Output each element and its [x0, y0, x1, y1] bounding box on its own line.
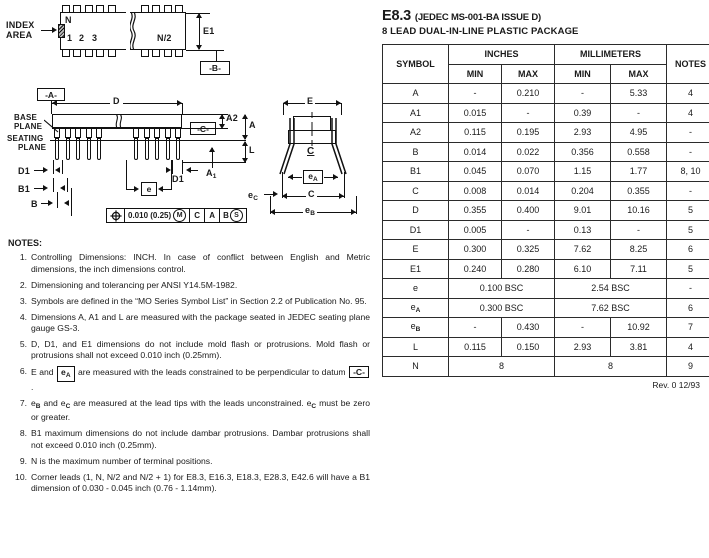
table-group-header-row [383, 45, 709, 65]
dimension-e1-label: E1 [203, 26, 215, 36]
e-pitch-line-right [162, 189, 171, 190]
d1-left-arrow-icon [43, 167, 48, 173]
dimension-e-pitch-box [141, 182, 157, 196]
cell-inches-min: 0.015 [449, 103, 502, 123]
feature-control-frame [106, 208, 247, 223]
dimension-b1-label: B1 [18, 184, 30, 194]
cell-notes: 5 [667, 259, 709, 279]
cell-inches-max: 0.280 [502, 259, 555, 279]
cell-notes: 7 [667, 318, 709, 338]
header-inches-min: MIN [449, 64, 502, 84]
cell-inches-max: 0.022 [502, 142, 555, 162]
notes-list [8, 252, 370, 494]
cell-symbol: B [383, 142, 449, 162]
dimension-table [382, 44, 709, 377]
ec-arrow-icon [273, 191, 278, 197]
note-item [8, 296, 370, 307]
cell-symbol: E1 [383, 259, 449, 279]
note-item [8, 252, 370, 275]
table-row [383, 357, 709, 377]
cell-mm-span: 8 [555, 357, 667, 377]
cell-symbol: B1 [383, 162, 449, 182]
cell-mm-max: 0.558 [611, 142, 667, 162]
cell-inches-max: 0.150 [502, 337, 555, 357]
break-line-top-view [126, 12, 138, 50]
cell-symbol: A2 [383, 123, 449, 143]
rfs-modifier-icon: S [230, 209, 243, 222]
notes-section [8, 238, 370, 499]
seating-plane-line [50, 140, 182, 141]
eb-ext-left [270, 196, 271, 214]
cell-mm-min: 7.62 [555, 240, 611, 260]
a1-arrow-up-icon [209, 147, 215, 152]
note-item [8, 472, 370, 495]
top-pins-left [62, 5, 116, 12]
package-spec-panel [382, 8, 707, 390]
table-row [383, 337, 709, 357]
a2-arrow-down-icon [219, 124, 225, 129]
tolerance-value: 0.010 (0.25) [128, 211, 172, 220]
b1-arrow-in-icon [60, 185, 65, 191]
note-item [8, 398, 370, 424]
note-number: 5. [19, 338, 27, 349]
cell-inches-min: 0.300 [449, 240, 502, 260]
cell-notes: 4 [667, 103, 709, 123]
subscript-symbol: $e_C$ [60, 398, 71, 411]
b-ext-2 [71, 188, 72, 216]
note-item [8, 428, 370, 451]
note-number: 9. [19, 455, 27, 466]
e-pitch-ext-1 [126, 160, 127, 190]
cell-inches-min: 0.014 [449, 142, 502, 162]
cell-mm-span: 2.54 BSC [555, 279, 667, 299]
package-subtitle: 8 LEAD DUAL-IN-LINE PLASTIC PACKAGE [382, 26, 579, 37]
cell-mm-min: 0.39 [555, 103, 611, 123]
cell-symbol: D1 [383, 220, 449, 240]
mmc-modifier-icon: M [173, 209, 186, 222]
cell-mm-max: 10.92 [611, 318, 667, 338]
header-mm-min: MIN [555, 64, 611, 84]
d1-left-ext-1 [53, 160, 54, 174]
cell-inches-min: 0.240 [449, 259, 502, 279]
e-ext-left [283, 103, 284, 115]
note-text: Corner leads (1, N, N/2 and N/2 + 1) for E8.3, E16.3, E18.3, E28.3, E42.6 will have a B1 dimension of 0.030 - 0.045 inch (0.76 - 1.14mm). [31, 471, 370, 493]
cell-inches-max: 0.430 [502, 318, 555, 338]
table-row [383, 103, 709, 123]
note-number: 8. [19, 428, 27, 439]
cell-inches-span: 8 [449, 357, 555, 377]
table-row [383, 181, 709, 201]
b-ext-1 [57, 192, 58, 208]
dimension-e-pitch-label: e [146, 184, 152, 194]
table-row [383, 142, 709, 162]
note-text: Dimensions A, A1 and L are measured with the package seated in JEDEC seating plane gauge GS-3. [31, 311, 370, 333]
lead-shoulders-right [133, 128, 181, 138]
cell-mm-max: 8.25 [611, 240, 667, 260]
cell-mm-min: 0.13 [555, 220, 611, 240]
cell-symbol: A [383, 84, 449, 104]
boxed-symbol: $e_A$ [57, 366, 74, 382]
package-body-top [60, 12, 186, 50]
cell-symbol: D [383, 201, 449, 221]
base-plane-line [52, 128, 182, 129]
cell-inches-max: 0.210 [502, 84, 555, 104]
b1-ext-2 [67, 178, 68, 192]
e-ext-right [341, 103, 342, 115]
cell-inches-min: - [449, 318, 502, 338]
note-item [8, 339, 370, 362]
dimension-a-label: A [249, 120, 256, 130]
cell-symbol: $e_A$ [383, 298, 449, 318]
index-area-label-2: AREA [6, 30, 33, 40]
cell-notes: 9 [667, 357, 709, 377]
dimension-d-label: D [110, 96, 123, 106]
d-arrow-left-icon [52, 100, 57, 106]
cell-inches-min: 0.045 [449, 162, 502, 182]
note-text: $e_B$ and $e_C$ are measured at the lead tips with the leads unconstrained. $e_C$ must be zero or greater. [31, 398, 370, 423]
note-text: D, D1, and E1 dimensions do not include mold flash or protrusions. Mold flash or protrusions shall not exceed 0.010 inch (0.25mm). [31, 338, 370, 361]
cell-mm-max: 1.77 [611, 162, 667, 182]
cell-notes: 6 [667, 298, 709, 318]
cell-symbol: C [383, 181, 449, 201]
e1-arrow-up-icon [196, 13, 202, 18]
dimension-ea-box [303, 170, 323, 184]
pin-label-n-half: N/2 [157, 33, 172, 43]
note-text: Symbols are defined in the “MO Series Symbol List” in Section 2.2 of Publication No. 95. [31, 295, 367, 306]
centerline-label: C [307, 146, 315, 157]
cell-mm-max: 3.81 [611, 337, 667, 357]
cell-mm-min: 2.93 [555, 123, 611, 143]
base-plane-label-1: BASE [14, 113, 38, 122]
cell-mm-min: 0.204 [555, 181, 611, 201]
revision-label: Rev. 0 12/93 [652, 379, 700, 390]
cell-notes: 4 [667, 337, 709, 357]
dimension-ec-label: $e_C$ [248, 190, 259, 202]
table-row [383, 84, 709, 104]
cell-notes: 8, 10 [667, 162, 709, 182]
cell-mm-max: - [611, 103, 667, 123]
break-line-side-view [112, 114, 124, 128]
note-text: Controlling Dimensions: INCH. In case of conflict between English and Metric dimensions, the inch dimensions control. [31, 252, 370, 274]
cell-mm-min: 2.93 [555, 337, 611, 357]
dimension-l-label: L [249, 145, 255, 155]
note-number: 2. [19, 279, 27, 290]
subscript-symbol: $e_B$ [31, 398, 41, 411]
index-area-marker [58, 24, 65, 38]
b-arrow-in-icon [64, 200, 69, 206]
note-number: 6. [19, 366, 27, 377]
cell-mm-min: - [555, 318, 611, 338]
b1-ext-1 [53, 178, 54, 192]
datum-a-label: -A- [45, 89, 57, 100]
cell-inches-min: 0.115 [449, 123, 502, 143]
datum-b-label: -B- [209, 63, 221, 73]
cell-mm-max: 4.95 [611, 123, 667, 143]
e-pitch-line-left [126, 189, 135, 190]
table-row [383, 162, 709, 182]
cell-symbol: E [383, 240, 449, 260]
d1-left-arrow-in-icon [55, 167, 60, 173]
table-row [383, 220, 709, 240]
note-number: 1. [19, 252, 27, 263]
note-text: Dimensioning and tolerancing per ANSI Y14.5M-1982. [31, 279, 238, 290]
lead-shoulders-left [54, 128, 102, 138]
datum-ref-a: A [205, 209, 220, 222]
dimension-ea-label: $e_A$ [308, 171, 318, 183]
cell-inches-max: 0.325 [502, 240, 555, 260]
header-symbol: SYMBOL [383, 45, 449, 84]
cell-inches-min: 0.008 [449, 181, 502, 201]
cell-inches-span: 0.100 BSC [449, 279, 555, 299]
centerline-marker [308, 112, 316, 150]
cell-inches-max: 0.070 [502, 162, 555, 182]
datum-a-box [37, 88, 65, 101]
table-row [383, 298, 709, 318]
cell-inches-max: - [502, 103, 555, 123]
jedec-reference: (JEDEC MS-001-BA ISSUE D) [414, 12, 541, 23]
l-ext-bottom [182, 162, 246, 163]
a-arrow-up-icon [242, 114, 248, 119]
cell-mm-min: 6.10 [555, 259, 611, 279]
note-number: 3. [19, 295, 27, 306]
header-mm-max: MAX [611, 64, 667, 84]
b1-arrow-icon [43, 185, 48, 191]
cell-notes: 5 [667, 220, 709, 240]
pin-label-n: N [65, 15, 72, 25]
cell-inches-max: 0.400 [502, 201, 555, 221]
cell-mm-max: 5.33 [611, 84, 667, 104]
cell-inches-max: - [502, 220, 555, 240]
table-row [383, 123, 709, 143]
dimension-a1-label: $A_1$ [206, 168, 217, 180]
cell-symbol: N [383, 357, 449, 377]
note-number: 4. [19, 311, 27, 322]
table-row [383, 240, 709, 260]
header-inches: INCHES [449, 45, 555, 65]
table-row [383, 201, 709, 221]
cell-notes: 5 [667, 201, 709, 221]
cell-inches-min: 0.005 [449, 220, 502, 240]
l-ext-top [182, 140, 246, 141]
cell-notes: - [667, 123, 709, 143]
header-notes: NOTES [667, 45, 709, 84]
header-inches-max: MAX [502, 64, 555, 84]
package-code-heading [382, 8, 702, 24]
subscript-symbol: $e_C$ [306, 398, 317, 411]
notes-title: NOTES: [8, 238, 43, 248]
cell-mm-min: - [555, 84, 611, 104]
top-pins-right [141, 5, 183, 12]
pin-label-1: 1 [67, 33, 73, 43]
l-arrow-up-icon [242, 141, 248, 146]
seating-plane-label-2: PLANE [18, 143, 47, 152]
leads-left [55, 138, 101, 160]
cell-mm-min: 1.15 [555, 162, 611, 182]
cell-mm-max: 7.11 [611, 259, 667, 279]
table-row [383, 318, 709, 338]
note-number: 10. [15, 471, 27, 482]
cell-inches-min: 0.115 [449, 337, 502, 357]
e1-dim-line [199, 14, 200, 49]
eb-ext-right [356, 196, 357, 214]
cell-mm-max: - [611, 220, 667, 240]
cell-inches-max: 0.014 [502, 181, 555, 201]
datum-b-box [200, 61, 230, 75]
cell-mm-min: 9.01 [555, 201, 611, 221]
dimension-c-label: C [308, 189, 315, 199]
note-item [8, 312, 370, 335]
cell-symbol: $e_B$ [383, 318, 449, 338]
e-pitch-ext-2 [171, 160, 172, 190]
note-text: N is the maximum number of terminal positions. [31, 455, 213, 466]
note-item [8, 280, 370, 291]
e1-arrow-down-icon [196, 45, 202, 50]
d1-left-ext-2 [62, 160, 63, 174]
index-arrow-icon [52, 27, 57, 33]
pin-label-3: 3 [92, 33, 98, 43]
dimension-e-label: E [307, 96, 314, 106]
tolerance-cell [125, 209, 190, 222]
cell-notes: - [667, 142, 709, 162]
d1-right-leader [190, 170, 198, 171]
cell-symbol: L [383, 337, 449, 357]
cell-inches-min: - [449, 84, 502, 104]
note-text: E and $e_A$ are measured with the leads constrained to be perpendicular to datum -C-. [31, 366, 370, 393]
c-ext-left [282, 172, 283, 198]
datum-ref-c: C [190, 209, 205, 222]
b-arrow-icon [48, 200, 53, 206]
e1-ext-line-bottom [186, 50, 224, 51]
table-row [383, 259, 709, 279]
bottom-pins-left [62, 50, 116, 57]
package-code: E8.3 [382, 8, 412, 24]
c-ext-right [344, 172, 345, 198]
dimension-a2-label: A2 [226, 113, 238, 123]
base-plane-label-2: PLANE [14, 122, 43, 131]
position-symbol-icon [107, 209, 125, 222]
dimension-d1-left-label: D1 [18, 166, 30, 176]
boxed-symbol: -C- [349, 366, 369, 378]
cell-inches-span: 0.300 BSC [449, 298, 555, 318]
cell-mm-max: 0.355 [611, 181, 667, 201]
bottom-pins-right [141, 50, 183, 57]
dimension-table-body [383, 84, 709, 377]
l-arrow-down-icon [242, 158, 248, 163]
cell-mm-min: 0.356 [555, 142, 611, 162]
cell-notes: 4 [667, 84, 709, 104]
ea-arrow-right-icon [333, 174, 338, 180]
header-millimeters: MILLIMETERS [555, 45, 667, 65]
leads-right [134, 138, 180, 160]
cell-symbol: e [383, 279, 449, 299]
note-number: 7. [19, 398, 27, 409]
d1-right-ext-1 [172, 160, 173, 174]
datum-ref-b: B S [220, 209, 246, 222]
a2-arrow-up-icon [219, 114, 225, 119]
mechanical-drawings [0, 0, 372, 232]
cell-mm-span: 7.62 BSC [555, 298, 667, 318]
pin-label-2: 2 [79, 33, 85, 43]
cell-notes: 6 [667, 240, 709, 260]
dimension-d1-right-label: D1 [172, 174, 184, 184]
seating-plane-label-1: SEATING [7, 134, 44, 143]
note-text: B1 maximum dimensions do not include dambar protrusions. Dambar protrusions shall not exceed 0.010 inch (0.25mm). [31, 428, 370, 450]
cell-inches-max: 0.195 [502, 123, 555, 143]
cell-symbol: A1 [383, 103, 449, 123]
cell-inches-min: 0.355 [449, 201, 502, 221]
table-row [383, 279, 709, 299]
cell-notes: - [667, 181, 709, 201]
base-plane-leader [44, 118, 60, 134]
cell-notes: - [667, 279, 709, 299]
note-item [8, 456, 370, 467]
dimension-b-label: B [31, 199, 38, 209]
dimension-eb-label: $e_B$ [305, 205, 316, 217]
index-area-label-1: INDEX [6, 20, 35, 30]
note-item [8, 366, 370, 393]
ea-arrow-left-icon [288, 174, 293, 180]
cell-mm-max: 10.16 [611, 201, 667, 221]
